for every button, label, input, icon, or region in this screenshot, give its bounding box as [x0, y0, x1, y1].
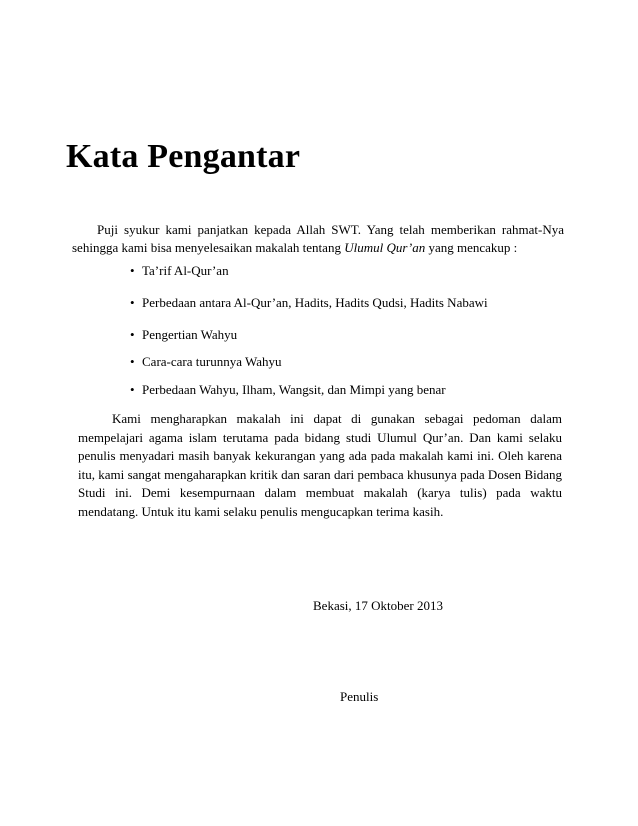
- topic-text: Perbedaan antara Al-Qur’an, Hadits, Hadits Qudsi, Hadits Nabawi: [142, 295, 488, 310]
- topic-text: Pengertian Wahyu: [142, 327, 238, 342]
- body-paragraph: Kami mengharapkan makalah ini dapat di gunakan sebagai pedoman dalam mempelajari agama islam terutama pada bidang studi Ulumul Qur’an. Dan kami selaku penulis menyadari masih banyak kekurangan yang ada pada makalah kami ini. Oleh karena itu, kami sangat mengaharapkan kritik dan saran dari pembaca khusunya pada Dosen Bidang Studi ini. Demi kesempurnaan dalam membuat makalah (karya tulis) pada waktu mendatang. Untuk itu kami selaku penulis mengucapkan terima kasih.: [78, 411, 562, 519]
- bullet-icon: •: [130, 263, 135, 278]
- topic-item: [130, 294, 488, 312]
- intro-emphasis: Ulumul Qur’an: [344, 240, 426, 255]
- intro-text: Puji syukur kami panjatkan kepada Allah SWT. Yang telah memberikan rahmat-Nya sehingga kami bisa menyelesaikan makalah tentang: [72, 222, 564, 255]
- bullet-icon: •: [130, 382, 135, 397]
- signer-name: Penulis: [340, 689, 379, 704]
- intro-paragraph: [72, 221, 564, 257]
- page-title: Kata Pengantar: [66, 138, 301, 175]
- place-date: Bekasi, 17 Oktober 2013: [313, 598, 443, 613]
- topic-item: [130, 381, 446, 399]
- topic-text: Ta’rif Al-Qur’an: [142, 263, 229, 278]
- topic-item: [130, 262, 229, 280]
- topic-text: Perbedaan Wahyu, Ilham, Wangsit, dan Mimpi yang benar: [142, 382, 446, 397]
- intro-text-end: yang mencakup :: [428, 240, 518, 255]
- topic-item: [130, 353, 281, 371]
- bullet-icon: •: [130, 327, 135, 342]
- bullet-icon: •: [130, 295, 135, 310]
- topic-item: [130, 326, 237, 344]
- bullet-icon: •: [130, 354, 135, 369]
- topic-text: Cara-cara turunnya Wahyu: [142, 354, 282, 369]
